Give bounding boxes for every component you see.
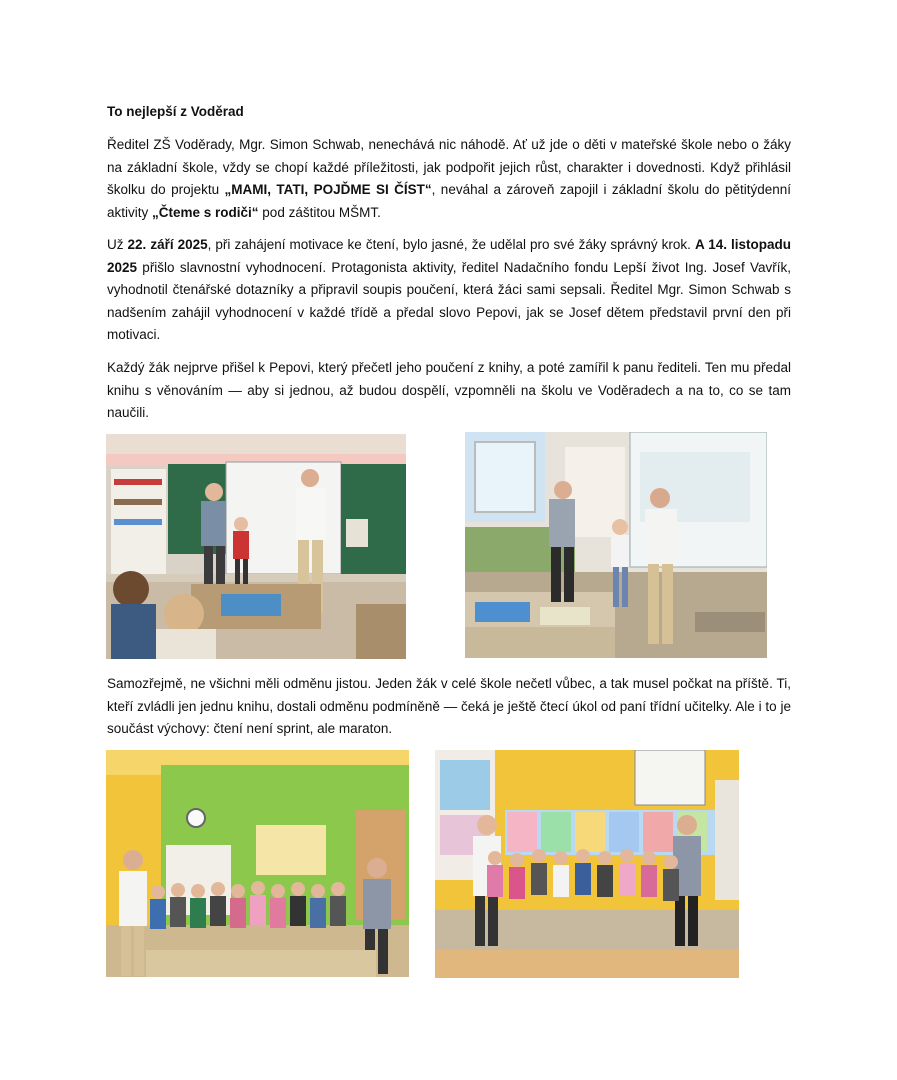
photo-group-class-2 xyxy=(435,750,739,978)
paragraph-ceremony: Každý žák nejprve přišel k Pepovi, který přečetl jeho poučení z knihy, a poté zamířil k panu řediteli. Ten mu předal knihu s věnováním — aby si jednou, až budou dospělí, vzpomněli na školu ve Voděradech a na to, co se tam naučili. xyxy=(107,360,791,420)
start-date: 22. září 2025 xyxy=(127,237,208,252)
project-name: „MAMI, TATI, POJĎME SI ČÍST“ xyxy=(224,182,432,197)
photo-classroom-book-handover-1 xyxy=(106,434,406,659)
paragraph-intro: Ředitel ZŠ Voděrady, Mgr. Simon Schwab, nenechává nic náhodě. Ať už jde o děti v mateřské škole nebo o žáky na základní škole, vždy se chopí každé příležitosti, jak podpořit jejich růst, charakter i dovednosti. Když přihlásil školku do projektu „MAMI, TATI, POJĎME SI ČÍST“, neváhal a zároveň zapojil i základní školu do pětitýdenní aktivity „Čteme s rodiči“ pod záštitou MŠMT. xyxy=(107,137,792,220)
end-date: A 14. listopadu 2025 xyxy=(107,237,792,275)
paragraph-dates: Už 22. září 2025, při zahájení motivace ke čtení, bylo jasné, že udělal pro své žáky správný krok. A 14. listopadu 2025 přišlo slavnostní vyhodnocení. Protagonista aktivity, ředitel Nadačního fondu Lepší život Ing. Josef Vavřík, vyhodnotil čtenářské dotazníky a připravil soupis poučení, která žáci sami sepsali. Ředitel Mgr. Simon Schwab s nadšením zahájil vyhodnocení v každé třídě a předal slovo Pepovi, jak se Josef dětem představil první den při motivaci. xyxy=(107,237,792,342)
photo-group-class-1 xyxy=(106,750,409,977)
photo-classroom-book-handover-2 xyxy=(465,432,767,658)
activity-name: „Čteme s rodiči“ xyxy=(152,204,259,220)
paragraph-conclusion: Samozřejmě, ne všichni měli odměnu jistou. Jeden žák v celé škole nečetl vůbec, a tak musel počkat na příště. Ti, kteří zvládli jen jednu knihu, dostali odměnu podmíněně — čeká je ještě čtecí úkol od paní třídní učitelky. Ale i to je součást výchovy: čtení není sprint, ale maraton. xyxy=(107,676,791,736)
article-title: To nejlepší z Voděrad xyxy=(107,104,244,119)
